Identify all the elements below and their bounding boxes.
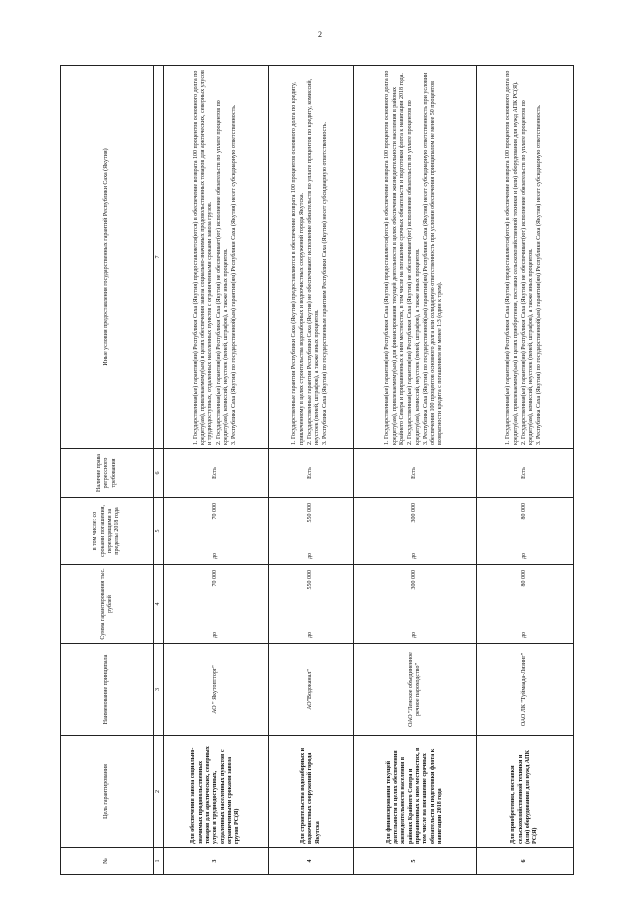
- condition-line: 1. Государственная(ые) гарантия(ии) Республики Саха (Якутия) предоставляется(ются) в обеспечение возврата 100 процентов основного долга по кредиту(ам), привлекаемому(ым) в целях обеспечения завоза социально-значимых продовольственных товаров для арктических, северных улусов и труднодоступных, отдаленных населенных пунктов с ограниченными сроками завоза грузов.: [192, 70, 214, 445]
- row-num: 5: [354, 848, 477, 875]
- condition-line: 3. Республика Саха (Якутия) по государственным гарантиям Республики Саха (Якутия) несет субсидиарную ответственность.: [322, 121, 329, 445]
- condition-line: 3. Республика Саха (Якутия) по государственной(ым) гарантии(ям) Республики Саха (Якутия) несет субсидиарную ответственность.: [231, 104, 238, 445]
- row-sum: [354, 565, 477, 644]
- row-goal: Для финансирования текущей деятельности в целях обеспечения жизнедеятельности населения в районах Крайнего Севера и приравненных к ним местностях, в том числе на погашение срочных обязательств и подготовки флота к навигации 2018 года: [354, 736, 477, 848]
- condition-line: 3. Республика Саха (Якутия) по государственной(ым) гарантии(ям) Республики Саха (Якутия) несет субсидиарную ответственность при условии обеспечения 100 процентов основного долга или солидарную ответственность при условии обеспечения принципалом не менее 50 процентов возвратности кредита с погашением не менее 1:3 (один к трем).: [422, 72, 444, 445]
- incl-value: 550 000: [307, 503, 314, 523]
- col-number: 6: [154, 449, 164, 498]
- sum-prefix: до: [307, 631, 314, 638]
- row-conditions: [269, 66, 354, 449]
- row-principal: ОАО ЛК "Туймаада-Лизинг": [477, 644, 574, 736]
- sum-value: 80 000: [521, 570, 528, 587]
- row-conditions: [354, 66, 477, 449]
- sum-prefix: до: [411, 631, 418, 638]
- row-incl: [164, 498, 269, 565]
- sum-value: 70 000: [212, 570, 219, 587]
- row-regress: Есть: [269, 449, 354, 498]
- row-sum: [269, 565, 354, 644]
- sum-prefix: до: [521, 631, 528, 638]
- row-sum: [477, 565, 574, 644]
- header-incl: в том числе: со сроками погашения, переходящими за пределы 2018 года: [61, 498, 154, 565]
- col-number: 3: [154, 644, 164, 736]
- row-incl: [477, 498, 574, 565]
- col-number: 2: [154, 736, 164, 848]
- condition-line: 2. Государственная(ые) гарантия(ии) Республики Саха (Якутия) не обеспечивает(ют) исполнение обязательств по уплате процентов по кредиту(ам), комиссий, неустоек (пеней, штрафов), а также иных процентов.: [407, 100, 421, 445]
- row-regress: Есть: [477, 449, 574, 498]
- incl-prefix: до: [411, 552, 418, 559]
- row-sum: [164, 565, 269, 644]
- column-number-row: [154, 66, 164, 875]
- sum-value: 550 000: [307, 570, 314, 590]
- table-row: [477, 66, 574, 875]
- incl-prefix: до: [521, 552, 528, 559]
- sum-prefix: до: [212, 631, 219, 638]
- row-regress: Есть: [164, 449, 269, 498]
- row-regress: Есть: [354, 449, 477, 498]
- row-num: 3: [164, 848, 269, 875]
- sum-value: 300 000: [411, 570, 418, 590]
- table-row: [354, 66, 477, 875]
- page-number: 2: [318, 30, 322, 39]
- table-row: [164, 66, 269, 875]
- condition-line: 2. Государственные гарантии Республики Саха (Якутия) не обеспечивают исполнение обязательств по уплате процентов по кредиту, комиссий, неустоек (пеней, штрафов), а также иных процентов.: [306, 78, 321, 445]
- incl-value: 80 000: [521, 503, 528, 520]
- table-header-row: [61, 66, 154, 875]
- table-row: [269, 66, 354, 875]
- row-num: 6: [477, 848, 574, 875]
- condition-line: 1. Государственные гарантии Республики Саха (Якутия) предоставляются в обеспечение возврата 100 процентов основного долга по кредиту, привлеченному в целях строительства водозаборных и водоочистных сооружений города Якутска.: [291, 82, 305, 445]
- row-principal: АО"Водоканал": [269, 644, 354, 736]
- row-incl: [269, 498, 354, 565]
- header-num: №: [61, 848, 154, 875]
- col-number: 5: [154, 498, 164, 565]
- row-principal: АО " Якутоптторг": [164, 644, 269, 736]
- incl-value: 70 000: [212, 503, 219, 520]
- row-num: 4: [269, 848, 354, 875]
- condition-line: 2. Государственная(ые) гарантия(ии) Республики Саха (Якутия) не обеспечивает(ют) исполнение обязательств по уплате процентов по кредиту(ам), комиссий, неустоек (пеней, штрафов), а также иных процентов.: [520, 100, 535, 445]
- header-goal: Цель гарантирования: [61, 736, 154, 848]
- incl-value: 300 000: [411, 503, 418, 523]
- col-number: 7: [154, 66, 164, 449]
- incl-prefix: до: [307, 552, 314, 559]
- row-goal: Для обеспечения завоза социально-значимых продовольственных товаров для арктических, северных улусов и труднодоступных, отдаленных населенных пунктов с ограниченными сроками завоза грузов РС(Я): [164, 736, 269, 848]
- col-number: 1: [154, 848, 164, 875]
- row-goal: Для приобретения, поставки сельскохозяйственной техники и (или) оборудования для нужд АПК РС(Я): [477, 736, 574, 848]
- header-regress: Наличие права регрессного требования: [61, 449, 154, 498]
- incl-prefix: до: [212, 552, 219, 559]
- header-sum: Сумма гарантирования тыс. рублей: [61, 565, 154, 644]
- row-incl: [354, 498, 477, 565]
- rotated-table-container: [60, 65, 585, 875]
- condition-line: 2. Государственная(ые) гарантия(ии) Республики Саха (Якутия) не обеспечивает(ют) исполнение обязательств по уплате процентов по кредиту(ам), комиссий, неустоек (пеней, штрафов), а также иных процентов.: [215, 100, 229, 445]
- row-goal: Для строительства водозаборных и водоочистных сооружений города Якутска: [269, 736, 354, 848]
- row-principal: ОАО "Ленское объединенное речное пароходство": [354, 644, 477, 736]
- condition-line: 1. Государственная(ые) гарантия(ии) Республики Саха (Якутия) предоставляется(ются) в обеспечение возврата 100 процентов основного долга по кредиту(ам), привлекаемому(ым) для финансирования текущей деятельности в целях обеспечения жизнедеятельности населения в районах Крайнего Севера и приравненных к ним местностях, в том числе на погашение срочных обязательств и подготовки флота к навигации 2018 года.: [384, 70, 405, 445]
- condition-line: 1. Государственная(ые) гарантия(ии) Республики Саха (Якутия) предоставляется(ются) в обеспечение возврата 100 процентов основного долга по кредиту(ам), привлекаемому(ым) в целях приобретения, поставки сельскохозяйственной техники и (или) оборудования для нужд АПК РС(Я).: [505, 70, 519, 445]
- header-conditions: Иные условия предоставления государственных гарантий Республики Саха (Якутия): [61, 66, 154, 449]
- header-principal: Наименование принципала: [61, 644, 154, 736]
- condition-line: 3. Республика Саха (Якутия) по государственной(ым) гарантии(ям) Республики Саха (Якутия) несет субсидиарную ответственность.: [536, 104, 543, 445]
- col-number: 4: [154, 565, 164, 644]
- guarantees-table: [60, 65, 574, 875]
- row-conditions: [164, 66, 269, 449]
- row-conditions: [477, 66, 574, 449]
